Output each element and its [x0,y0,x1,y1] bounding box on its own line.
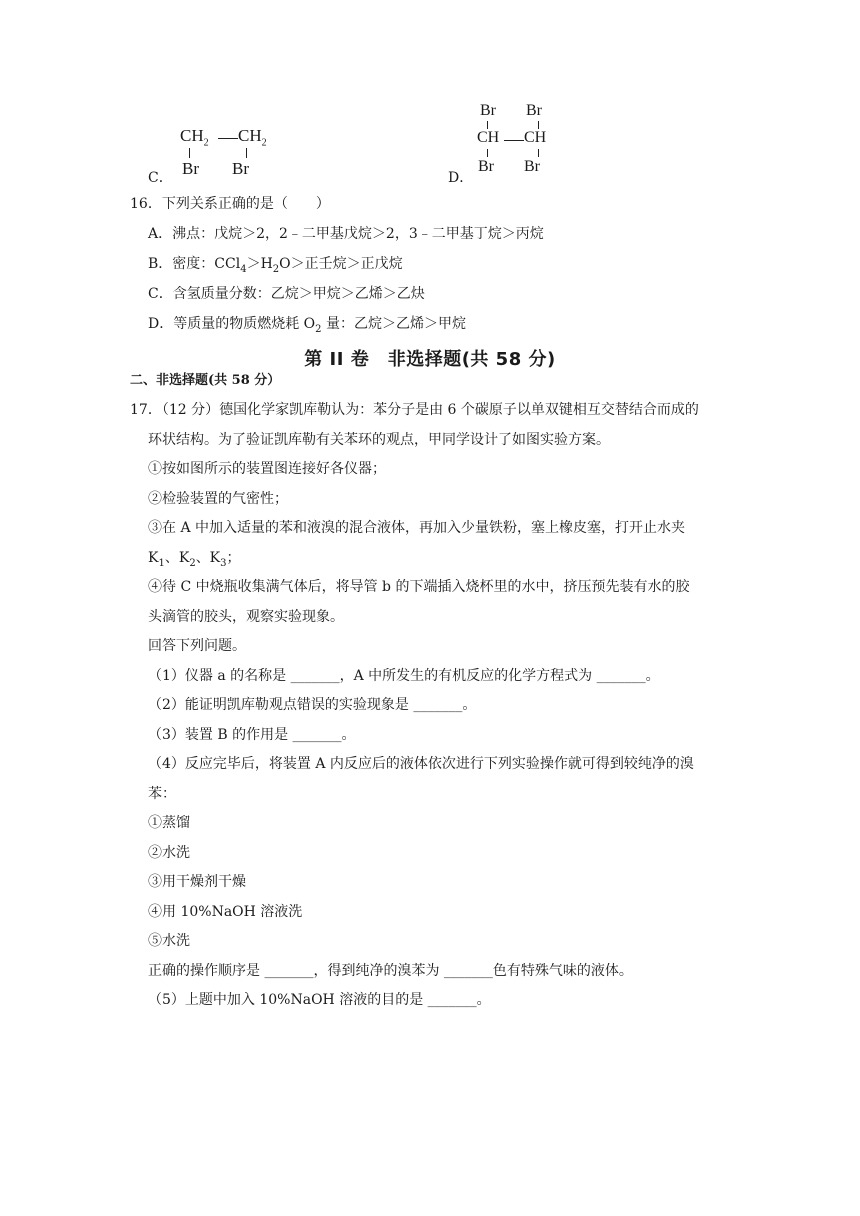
option-d-br-top-right: Br [526,102,542,119]
q17-op-4: ④用 10%NaOH 溶液洗 [148,904,303,920]
option-c-ch2-right: $CH_2$ [238,126,267,149]
q17-intro-line2: 环状结构。为了验证凯库勒有关苯环的观点，甲同学设计了如图实验方案。 [148,432,610,448]
q17-step-2: ②检验装置的气密性； [148,491,288,507]
option-c-br-left: Br [182,159,199,178]
option-c-ch2-left: $CH_2$ [180,126,209,149]
q17-op-2: ②水洗 [148,845,190,861]
option-c-br-right: Br [232,159,249,178]
option-d-bond-v-bottom-right [538,149,539,157]
section-heading: 二、非选择题(共 58 分） [130,373,281,388]
q17-step-4-line2: 头滴管的胶头，观察实验现象。 [148,609,344,625]
option-d-br-top-left: Br [480,102,496,119]
option-d-ch-right: CH [524,129,547,146]
q17-order: 正确的操作顺序是 _______，得到纯净的溴苯为 _______色有特殊气味的液体。 [148,963,633,979]
q17-answer-prompt: 回答下列问题。 [148,638,246,654]
q16-option-d: D．等质量的物质燃烧耗 $O_2$ 量：乙烷＞乙烯＞甲烷 [148,316,466,335]
q17-step-1: ①按如图所示的装置图连接好各仪器； [148,461,386,477]
section-title: 第 II 卷 非选择题(共 58 分) [304,349,556,370]
q17-part-4-line2: 苯： [148,786,176,802]
option-c-label: C． [148,170,173,186]
q17-step-3-line2: $K_1$、$K_2$、$K_3$； [148,550,241,569]
option-d-label: D． [448,170,474,186]
option-c-bond-v-left [189,148,190,158]
option-d-br-bottom-left: Br [478,158,494,175]
q16-option-c: C．含氢质量分数：乙烷＞甲烷＞乙烯＞乙炔 [148,286,425,302]
q17-op-1: ①蒸馏 [148,815,190,831]
q17-intro-line1: 17．（12 分）德国化学家凯库勒认为：苯分子是由 6 个碳原子以单双键相互交替结合而成的 [130,402,699,418]
option-d-bond-h [504,140,524,141]
option-d-ch-left: CH [477,129,500,146]
q17-part-4-line1: （4）反应完毕后，将装置 A 内反应后的液体依次进行下列实验操作就可得到较纯净的溴 [148,756,694,772]
q17-step-4-line1: ④待 C 中烧瓶收集满气体后，将导管 b 的下端插入烧杯里的水中，挤压预先装有水的胶 [148,579,690,595]
q17-part-2: （2）能证明凯库勒观点错误的实验现象是 _______。 [148,697,477,713]
option-d-bond-v-bottom-left [487,149,488,157]
option-c-structure [180,126,280,182]
q17-part-3: （3）装置 B 的作用是 _______。 [148,727,356,743]
q17-part-1: （1）仪器 a 的名称是 _______，A 中所发生的有机反应的化学方程式为 _______。 [148,668,660,684]
q17-step-3-line1: ③在 A 中加入适量的苯和液溴的混合液体，再加入少量铁粉，塞上橡皮塞，打开止水夹 [148,520,686,536]
option-d-br-bottom-right: Br [524,158,540,175]
option-c-bond-v-right [246,148,247,158]
option-d-structure [476,102,566,182]
q17-op-3: ③用干燥剂干燥 [148,874,246,890]
q16-option-b: B．密度：$CCl_4>H_2O>$正壬烷＞正戊烷 [148,256,403,275]
q17-part-5: （5）上题中加入 10%NaOH 溶液的目的是 _______。 [148,992,491,1008]
q16-option-a: A．沸点：戊烷＞2，2﹣二甲基戊烷＞2，3﹣二甲基丁烷＞丙烷 [148,226,544,242]
option-c-bond-h [218,138,238,139]
q16-stem: 16．下列关系正确的是（ ） [130,196,330,212]
option-d-bond-v-top-right [538,121,539,129]
q17-op-5: ⑤水洗 [148,933,190,949]
option-d-bond-v-top-left [487,121,488,129]
